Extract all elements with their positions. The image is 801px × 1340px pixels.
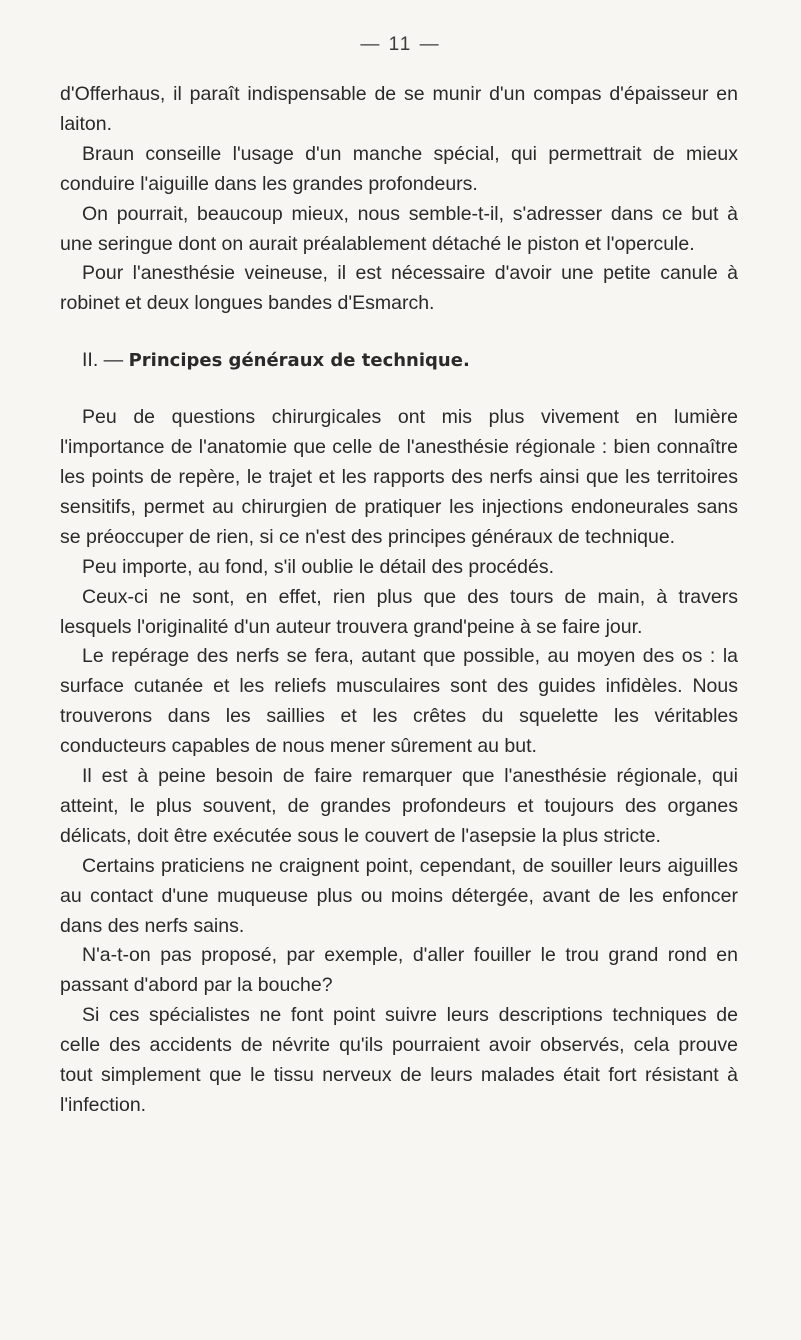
paragraph: Ceux-ci ne sont, en effet, rien plus que des tours de main, à travers lesquels l'originalité d'un auteur trouvera grand'peine à se faire jour. bbox=[60, 585, 738, 638]
paragraph: Certains praticiens ne craignent point, cependant, de souiller leurs aiguilles au contact d'une muqueuse plus ou moins détergée, avant de les enfoncer dans des nerfs sains. bbox=[60, 854, 738, 937]
paragraph: Braun conseille l'usage d'un manche spécial, qui permettrait de mieux conduire l'aiguille dans les grandes profondeurs. bbox=[60, 142, 738, 195]
paragraph: Le repérage des nerfs se fera, autant que possible, au moyen des os : la surface cutanée et les reliefs musculaires sont des guides infidèles. Nous trouverons dans les saillies et les crêtes du squelette les véritables conducteurs capables de nous mener sûrement au but. bbox=[60, 645, 738, 758]
page-number: — 11 — bbox=[360, 34, 441, 55]
section-title: Principes généraux de technique. bbox=[128, 350, 470, 372]
paragraph: Il est à peine besoin de faire remarquer que l'anesthésie régionale, qui atteint, le plus souvent, de grandes profondeurs et toujours des organes délicats, doit être exécutée sous le couvert de l'asepsie la plus stricte. bbox=[60, 765, 738, 847]
paragraph: Peu importe, au fond, s'il oublie le détail des procédés. bbox=[82, 555, 555, 578]
body-text bbox=[60, 80, 738, 1121]
paragraph: Si ces spécialistes ne font point suivre leurs descriptions techniques de celle des accidents de névrite qu'ils pourraient avoir observés, cela prouve tout simplement que le tissu nerveux de leurs malades était fort résistant à l'infection. bbox=[60, 1004, 738, 1116]
section-number: II. — bbox=[82, 349, 129, 372]
paragraph: Pour l'anesthésie veineuse, il est nécessaire d'avoir une petite canule à robinet et deux longues bandes d'Esmarch. bbox=[60, 262, 738, 315]
section-heading bbox=[82, 346, 738, 376]
paragraph: Peu de questions chirurgicales ont mis plus vivement en lumière l'importance de l'anatomie que celle de l'anesthésie régionale : bien connaître les points de repère, le trajet et les rapports des nerfs ainsi que les territoires sensitifs, permet au chirurgien de pratiquer les injections endoneurales sans se préoccuper de rien, si ce n'est des principes généraux de technique. bbox=[60, 406, 738, 548]
paragraph: N'a-t-on pas proposé, par exemple, d'aller fouiller le trou grand rond en passant d'abord par la bouche? bbox=[60, 944, 738, 997]
paragraph: On pourrait, beaucoup mieux, nous semble-t-il, s'adresser dans ce but à une seringue dont on aurait préalablement détaché le piston et l'opercule. bbox=[60, 202, 738, 255]
paragraph: d'Offerhaus, il paraît indispensable de se munir d'un compas d'épaisseur en laiton. bbox=[60, 83, 738, 135]
